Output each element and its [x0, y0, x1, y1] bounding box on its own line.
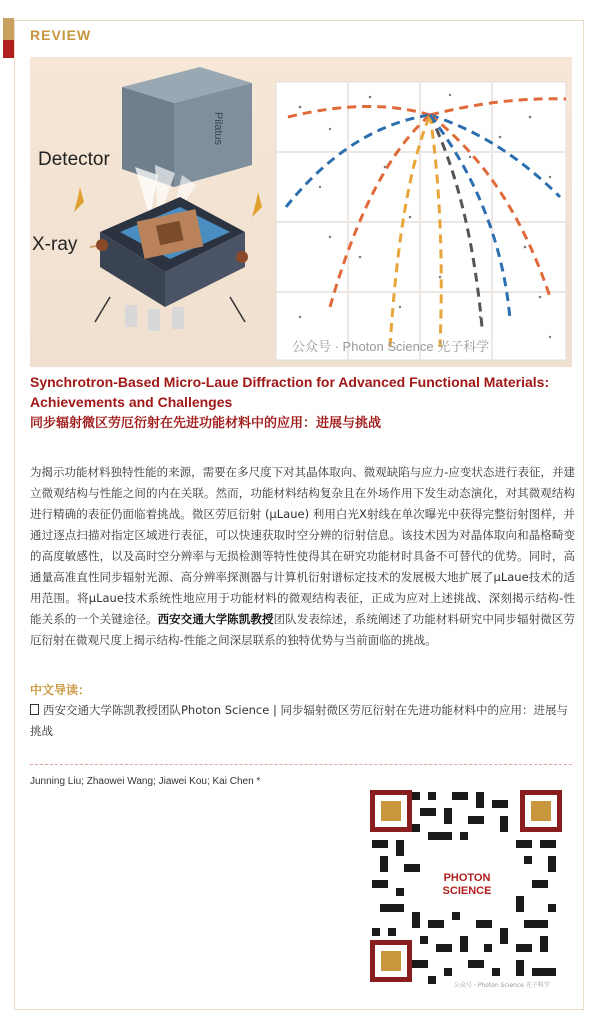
- qr-logo: [428, 868, 506, 904]
- sample-stage: [95, 197, 248, 331]
- section-label: REVIEW: [30, 27, 92, 43]
- hero-illustration: [30, 57, 572, 367]
- accent-bar-gold: [3, 18, 14, 40]
- qr-finder-top-right: [520, 790, 562, 832]
- article-title-en: Synchrotron-Based Micro-Laue Diffraction for Advanced Functional Materials: Achievements and Challenges: [30, 374, 550, 410]
- article-title-cn: 同步辐射微区劳厄衍射在先进功能材料中的应用：进展与挑战: [30, 416, 382, 431]
- detector-label: Detector: [38, 149, 110, 170]
- svg-text:Pilatus: Pilatus: [212, 112, 224, 146]
- abstract-text-1: 为揭示功能材料独特性能的来源，需要在多尺度下对其晶体取向、微观缺陷与应力-应变状态进行表征，并建立微观结构与性能之间的内在关联。然而，功能材料结构复杂且在外场作用下发生动态演化，对其微观结构进行精确的表征仍面临着挑战。微区劳厄衍射 (μLaue) 利用白光X射线在单次曝光中获得完整衍射图样，并通过逐点扫描对指定区域进行表征，可以快速获取时空分辨的衍射信息。该技术因为对晶体取向和晶格畸变的高度敏感性，以及高时空分辨率与无损检测等特性使得其在研究功能材时具备不可替代的优势。同时，高通量高准直性同步辐射光源、高分辨率探测器与计算机衍射谱标定技术的发展极大地扩展了μLaue技术的适用范围。将μLaue技术系统性地应用于功能材料的微观结构表征，正成为应对上述挑战、深刻揭示结构-性能关系的一个关键途径。: [30, 465, 575, 626]
- abstract-text-2: 团队发表综述，系统阐述了功能材料研究中同步辐射微区劳厄衍射在微观尺度上揭示结构-性能之间深层联系的独特优势与当前面临的挑战。: [30, 612, 576, 647]
- qr-code: [362, 782, 570, 990]
- divider: [30, 764, 572, 765]
- qr-caption: 公众号 · Photon Science 光子科学: [454, 982, 550, 989]
- authors: Junning Liu; Zhaowei Wang; Jiawei Kou; Kai Chen *: [30, 776, 261, 787]
- qr-finder-top-left: [370, 790, 412, 832]
- abstract: [30, 462, 575, 651]
- document-icon: [30, 704, 39, 715]
- abstract-highlight: 西安交通大学陈凯教授: [157, 612, 274, 626]
- guide-link[interactable]: [30, 700, 575, 742]
- hero-figure: [30, 57, 572, 367]
- xray-label: X-ray: [32, 234, 78, 255]
- qr-finder-bottom-left: [370, 940, 412, 982]
- detector-icon: [122, 67, 252, 187]
- qr-logo-line1: PHOTON: [443, 872, 491, 884]
- guide-link-text[interactable]: 西安交通大学陈凯教授团队Photon Science | 同步辐射微区劳厄衍射在先进功能材料中的应用：进展与挑战: [30, 703, 569, 738]
- watermark: 公众号 · Photon Science 光子科学: [292, 339, 490, 354]
- guide-label: 中文导读：: [30, 683, 91, 697]
- accent-bar-red: [3, 40, 14, 58]
- qr-logo-line2: SCIENCE: [442, 885, 492, 897]
- diffraction-pattern: [276, 82, 566, 360]
